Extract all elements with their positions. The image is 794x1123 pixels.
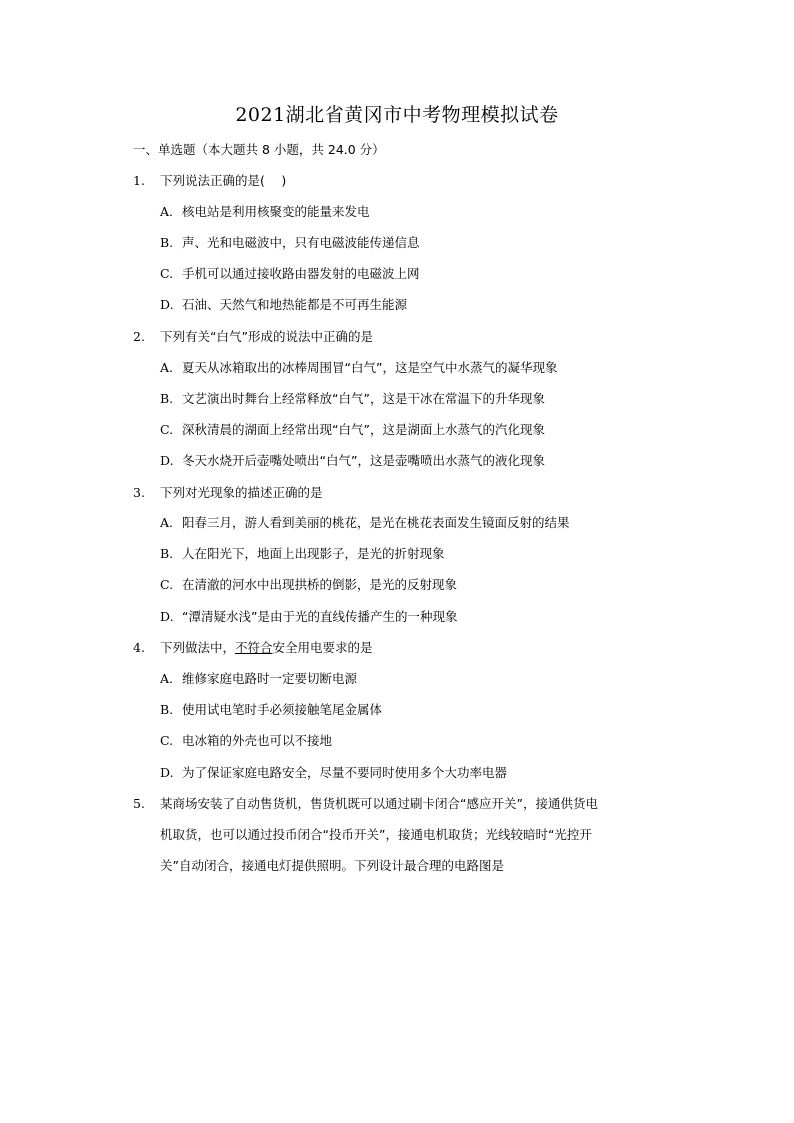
option-letter: D.: [160, 453, 174, 468]
option-text: 使用试电笔时手必须接触笔尾金属体: [182, 702, 383, 717]
section-heading: 一、单选题（本大题共 8 小题，共 24.0 分）: [133, 142, 385, 157]
option-letter: D.: [160, 297, 174, 312]
question-2-option-b: [160, 391, 545, 407]
question-4-number: 4.: [133, 640, 145, 655]
option-text: 阳春三月，游人看到美丽的桃花，是光在桃花表面发生镜面反射的结果: [182, 515, 570, 530]
option-text: 电冰箱的外壳也可以不接地: [182, 733, 333, 748]
option-letter: C.: [160, 733, 174, 748]
question-3-option-b: [160, 546, 445, 562]
question-1-stem: 下列说法正确的是( ): [160, 173, 287, 188]
option-letter: A.: [160, 360, 174, 375]
option-text: 深秋清晨的湖面上经常出现“白气”，这是湖面上水蒸气的汽化现象: [182, 422, 545, 437]
option-letter: A.: [160, 515, 174, 530]
option-text: 维修家庭电路时一定要切断电源: [182, 671, 358, 686]
question-5-number: 5.: [133, 796, 145, 811]
question-4-option-d: [160, 765, 507, 781]
question-1-option-c: [160, 266, 420, 282]
question-1-option-b: [160, 235, 420, 251]
option-letter: B.: [160, 235, 174, 250]
option-letter: D.: [160, 765, 174, 780]
question-4-option-b: [160, 702, 382, 718]
option-text: 核电站是利用核聚变的能量来发电: [182, 204, 370, 219]
question-2-option-a: [160, 360, 557, 376]
question-5-stem-line-3: 关”自动闭合，接通电灯提供照明。下列设计最合理的电路图是: [160, 858, 504, 873]
stem-underlined-text: 不符合: [235, 640, 273, 655]
option-letter: B.: [160, 546, 174, 561]
stem-text-post: 安全用电要求的是: [272, 640, 373, 655]
option-letter: C.: [160, 422, 174, 437]
option-text: 文艺演出时舞台上经常释放“白气”，这是干冰在常温下的升华现象: [182, 391, 545, 406]
option-letter: A.: [160, 671, 174, 686]
option-letter: A.: [160, 204, 174, 219]
question-1-option-d: [160, 297, 407, 313]
option-letter: B.: [160, 702, 174, 717]
option-text: “潭清疑水浅”是由于光的直线传播产生的一种现象: [182, 609, 458, 624]
question-2-option-d: [160, 453, 545, 469]
question-4-stem: [160, 640, 670, 656]
question-5-stem-line-2: 机取货，也可以通过投币闭合“投币开关”，接通电机取货；光线较暗时“光控开: [160, 827, 592, 842]
question-3-stem: 下列对光现象的描述正确的是: [160, 485, 323, 500]
option-letter: C.: [160, 266, 174, 281]
option-text: 人在阳光下，地面上出现影子，是光的折射现象: [182, 546, 445, 561]
option-letter: C.: [160, 577, 174, 592]
question-3-option-c: [160, 577, 457, 593]
question-3-option-d: [160, 609, 457, 625]
question-2-option-c: [160, 422, 545, 438]
stem-text-pre: 下列做法中，: [160, 640, 236, 655]
question-2-number: 2.: [133, 329, 145, 344]
question-3-number: 3.: [133, 485, 145, 500]
option-text: 为了保证家庭电路安全，尽量不要同时使用多个大功率电器: [182, 765, 508, 780]
question-1-number: 1.: [133, 173, 145, 188]
question-3-option-a: [160, 515, 570, 531]
question-2-stem: 下列有关“白气”形成的说法中正确的是: [160, 329, 373, 344]
option-text: 声、光和电磁波中，只有电磁波能传递信息: [182, 235, 420, 250]
question-5-stem-line-1: 某商场安装了自动售货机，售货机既可以通过刷卡闭合“感应开关”，接通供货电: [160, 796, 598, 811]
option-text: 在清澈的河水中出现拱桥的倒影，是光的反射现象: [182, 577, 458, 592]
question-1-option-a: [160, 204, 370, 220]
option-text: 手机可以通过接收路由器发射的电磁波上网: [182, 266, 420, 281]
option-text: 冬天水烧开后壶嘴处喷出“白气”，这是壶嘴喷出水蒸气的液化现象: [182, 453, 545, 468]
question-4-option-c: [160, 733, 332, 749]
option-letter: B.: [160, 391, 174, 406]
question-4-option-a: [160, 671, 357, 687]
option-text: 石油、天然气和地热能都是不可再生能源: [182, 297, 408, 312]
option-text: 夏天从冰箱取出的冰棒周围冒“白气”，这是空气中水蒸气的凝华现象: [182, 360, 558, 375]
option-letter: D.: [160, 609, 174, 624]
page-title: 2021湖北省黄冈市中考物理模拟试卷: [235, 104, 559, 126]
